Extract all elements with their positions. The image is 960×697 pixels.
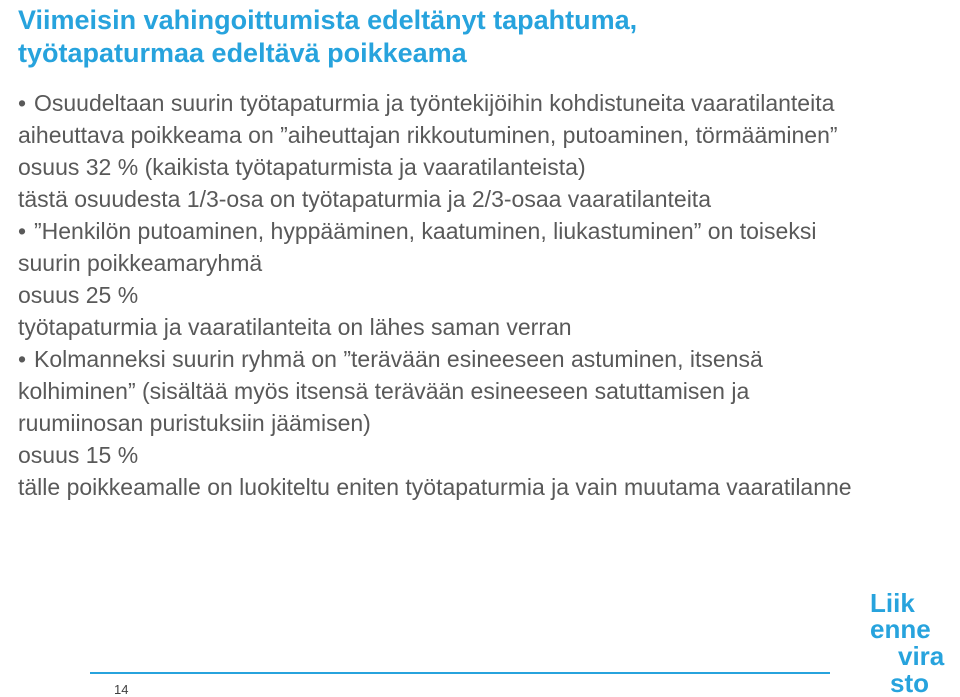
sub-bullet-item-1-1: [18, 151, 868, 183]
bullet-icon: •: [18, 218, 27, 244]
bullet-icon: [2, 151, 18, 183]
logo-line-1: Liik: [870, 590, 915, 618]
bullet-text: ”Henkilön putoaminen, hyppääminen, kaatuminen, liukastuminen” on toiseksi suurin poikkeamaryhmä: [18, 218, 817, 276]
bullet-icon: •: [18, 90, 27, 116]
sub-bullet-item-2-1: [18, 279, 868, 311]
bullet-item-3: [18, 343, 868, 439]
bullet-icon: [2, 279, 18, 311]
bullet-icon: •: [18, 346, 27, 372]
footer-divider: [90, 672, 830, 674]
bullet-text: osuus 15 %: [18, 442, 139, 468]
bullet-text: osuus 25 %: [18, 282, 139, 308]
title-line-2: työtapaturmaa edeltävä poikkeama: [18, 38, 467, 68]
liikennevirasto-logo: [868, 590, 960, 696]
bullet-text: tälle poikkeamalle on luokiteltu eniten työtapaturmia ja vain muutama vaaratilanne: [18, 474, 852, 500]
bullet-text: Osuudeltaan suurin työtapaturmia ja työntekijöihin kohdistuneita vaaratilanteita aiheuttava poikkeama on ”aiheuttajan rikkoutuminen, putoaminen, törmääminen”: [18, 90, 838, 148]
sub-bullet-item-3-1: [18, 439, 868, 471]
page-number: 14: [114, 682, 129, 697]
bullet-text: osuus 32 % (kaikista työtapaturmista ja vaaratilanteista): [18, 154, 586, 180]
bullet-icon: [2, 471, 18, 503]
sub-bullet-item-1-2: [18, 183, 868, 215]
bullet-item-2: [18, 215, 868, 279]
logo-line-2: enne: [870, 614, 931, 644]
bullet-item-1: [18, 87, 868, 151]
sub-bullet-item-3-2: [18, 471, 868, 503]
sub-bullet-item-2-2: [18, 311, 868, 343]
slide-title: [18, 4, 918, 70]
bullet-text: tästä osuudesta 1/3-osa on työtapaturmia ja 2/3-osaa vaaratilanteita: [18, 186, 711, 212]
bullet-text: työtapaturmia ja vaaratilanteita on lähes saman verran: [18, 314, 572, 340]
bullet-text: Kolmanneksi suurin ryhmä on ”terävään esineeseen astuminen, itsensä kolhiminen” (sisältää myös itsensä terävään esineeseen satuttamisen ja ruumiinosan puristuksiin jäämisen): [18, 346, 763, 436]
title-line-1: Viimeisin vahingoittumista edeltänyt tapahtuma,: [18, 5, 638, 35]
logo-line-4: sto: [890, 668, 929, 696]
logo-line-3: vira: [898, 641, 945, 671]
bullet-icon: [2, 439, 18, 471]
bullet-list: [18, 87, 868, 503]
bullet-icon: [2, 183, 18, 215]
bullet-icon: [2, 311, 18, 343]
